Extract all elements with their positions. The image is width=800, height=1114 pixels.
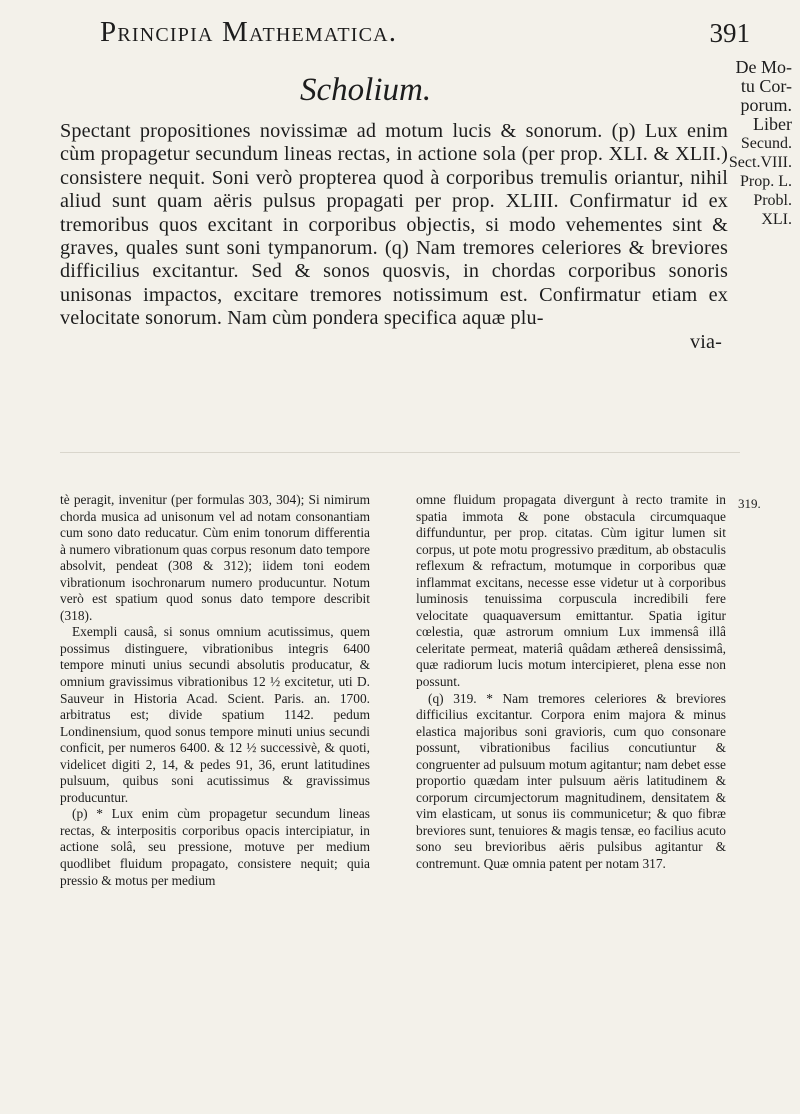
side-note-sect: Sect.VIII. (728, 154, 792, 171)
side-note-liber: Liber (753, 114, 792, 134)
running-title: Principia Mathematica. (100, 16, 398, 48)
main-text (60, 120, 728, 354)
footnote-paragraph: Exempli causâ, si sonus omnium acutissimus, quem possimus distinguere, vibrationibus integris 6400 tempore minuti unius secundi absolutis producatur, & omnium gravissimus vibrationibus 12 ½ excitetur, uti D. Sauveur in Historia Acad. Scient. Paris. an. 1700. arbitratus est; divide spatium 1142. pedum Londinensium, quod sonus tempore minuti unius secundi conficit, per numeros 6400. & 12 ½ successivè, & quoti, videlicet digiti 2, 14, & pedes 91, 36, erunt latitudines pulsuum, quibus soni acutissimus & gravissimus producuntur. (60, 624, 370, 805)
side-note-book-line-2: tu Cor- (740, 76, 792, 96)
page-number: 391 (709, 18, 750, 48)
footnotes-left-column (60, 492, 370, 889)
side-note-probl: Probl. (753, 192, 792, 209)
side-note-secund: Secund. (740, 135, 792, 152)
footnote-margin-number: 319. (738, 496, 761, 511)
footnote-divider (60, 452, 740, 453)
side-note-book-line-3: porum. (740, 95, 792, 115)
page-header (100, 16, 760, 56)
catchword: via- (690, 330, 722, 353)
footnote-paragraph: omne fluidum propagata divergunt à recto tramite in spatia immota & pone obstacula circumquaque diffunduntur, per prop. citatas. Cùm igitur lumen sit corpus, ut pote motu progressivo præditum, ab obstaculis reflexum & refractum, motumque in corporibus quæ inflammat excitans, necesse esse videtur ut à corporibus luminosis tenuissima corpuscula incredibili fere velocitate quaquaversum emittantur. Spatia igitur cœlestia, quæ astrorum omnium Lux immensâ illâ celeritate permeat, materiâ quâdam æthereâ densissimâ, quæ radiorum lucis motum intercipieret, plena esse non possunt. (416, 492, 726, 690)
footnote-paragraph: tè peragit, invenitur (per formulas 303, 304); Si nimirum chorda musica ad unisonum vel ad notam consonantiam cum sono dato reducatur. Cùm enim tonorum differentia à numero vibrationum quas corpus resonum dato tempore absolvit, pendeat (308 & 312); iidem toni eodem vibrationum isochronarum numero producuntur. Notum verò est spatium quod sonus dato tempore describit (318). (60, 492, 370, 623)
footnote-paragraph: (p) * Lux enim cùm propagetur secundum lineas rectas, & interpositis corporibus opacis intercipiatur, in actione solâ, seu pressione, motuve per medium quodlibet fluidum propagato, consistere nequit; quia pressio & motus per medium (60, 806, 370, 888)
side-note-book-line-1: De Mo- (735, 57, 792, 77)
footnotes-right-column (416, 492, 726, 873)
main-paragraph: Spectant propositiones novissimæ ad motum lucis & sonorum. (p) Lux enim cùm propagetur secundum lineas rectas, in actione sola (per prop. XLI. & XLII.) consistere nequit. Soni verò propterea quod à corporibus tremulis oriantur, nihil aliud sunt quam aëris pulsus propagati per prop. XLIII. Confirmatur id ex tremoribus quos excitant in corporibus objectis, si modo vehementes sint & graves, quales sunt soni tympanorum. (q) Nam tremores celeriores & breviores difficilius excitantur. Sed & sonos quosvis, in chordas corporibus sonoris unisonas impactos, excitare tremores notissimum est. Confirmatur etiam ex velocitate sonorum. Nam cùm pondera specifica aquæ plu- (60, 120, 728, 330)
footnote-paragraph: (q) 319. * Nam tremores celeriores & breviores difficilius excitantur. Corpora enim majora & minus elastica majoribus soni gravioris, cum quo consonare possunt, vibrationibus facilius concutiuntur & congruenter ad pulsuum motum agitantur; nam debet esse proportio quædam inter pulsuum aëris latitudinem & corporum circumjectorum magnitudinem, densitatem & vim elasticam, ut sonus iis communicetur; & quo fibræ breviores sunt, tenuiores & magis tensæ, eo facilius acuto sono seu brevioribus aëris pulsibus agitantur & contremunt. Quæ omnia patent per notam 317. (416, 690, 726, 872)
side-note-prop: Prop. L. (740, 173, 792, 190)
side-note-xli: XLI. (761, 211, 792, 228)
scholium-heading: Scholium. (300, 72, 432, 108)
